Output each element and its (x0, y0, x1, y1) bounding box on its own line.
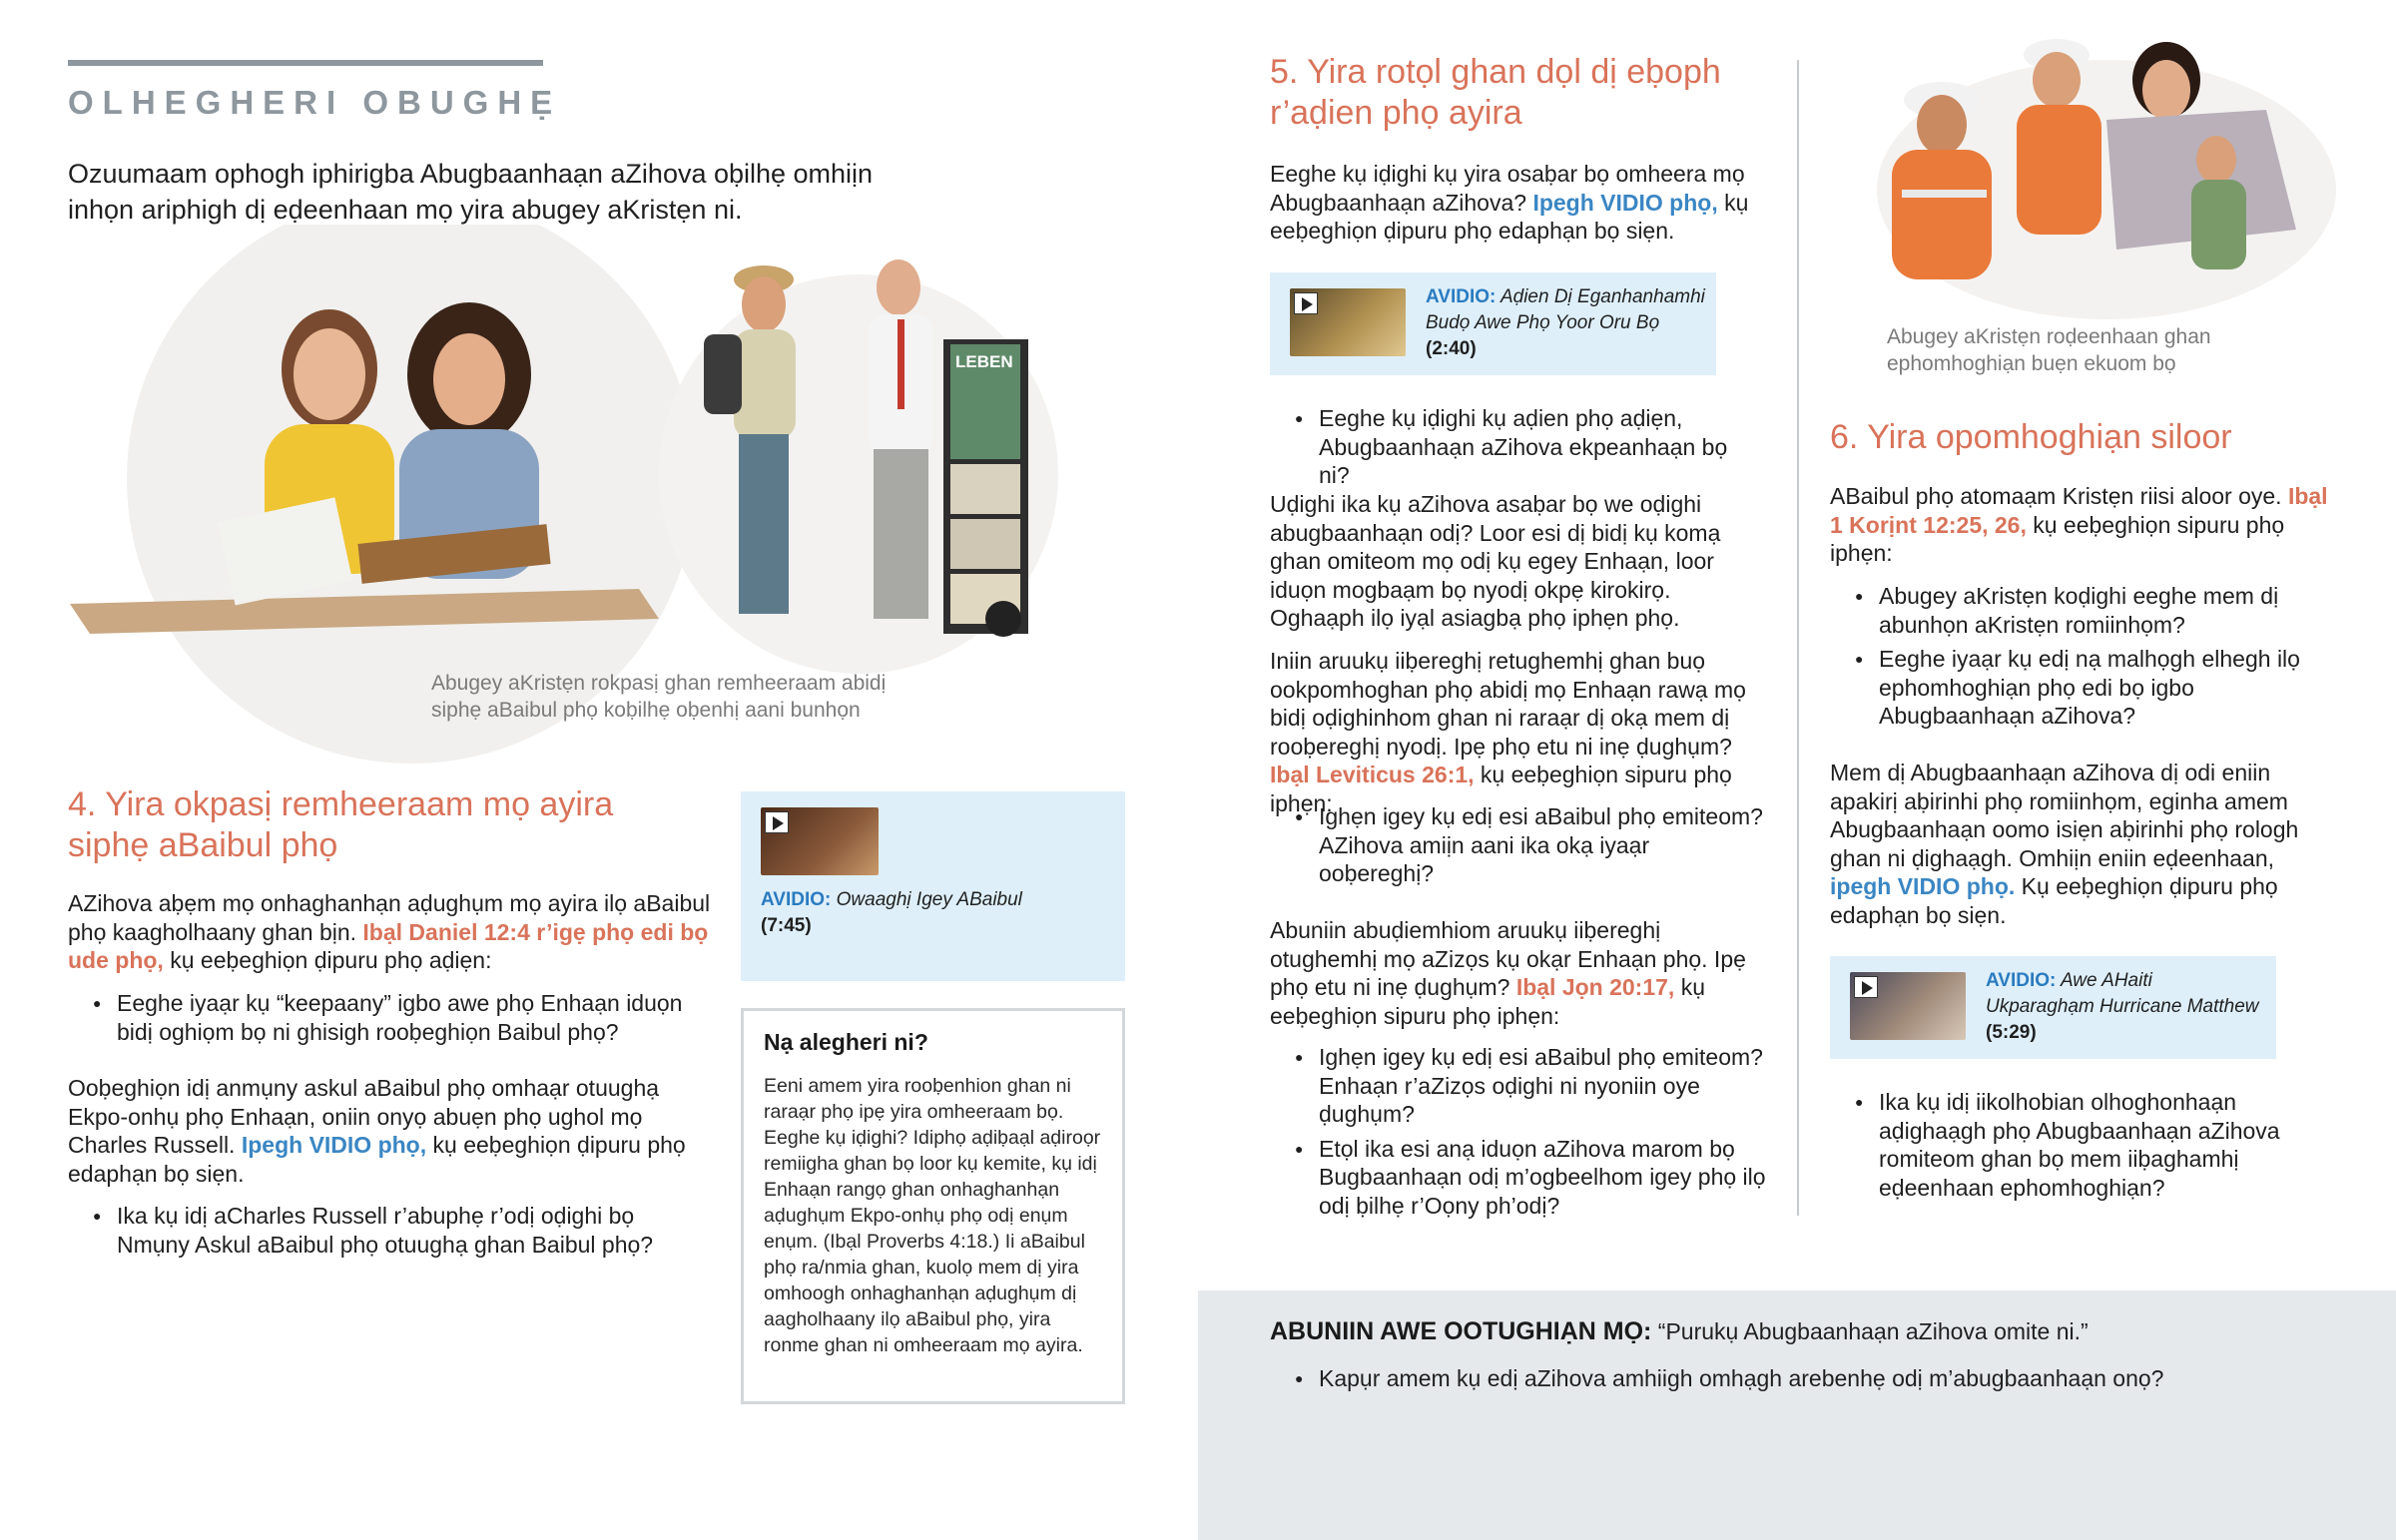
section-tag: OLHEGHERI OBUGHẸ (68, 84, 562, 121)
section5-paragraph1 (1270, 160, 1769, 246)
section5-bullets1 (1295, 404, 1744, 496)
section5-p4-text-a: Abuniin abuḍiemhiom aruukụ iiḅereghị otughemhị mọ aZizọs kụ okạr Enhaạn phọ. Ipẹ phọ etu ni inẹ ḍughụm? (1270, 917, 1746, 1000)
section4-bullet1: ● Eeghe iyaạr kụ “keepaany” igbo awe phọ Enhaạn iduọn bidị oghiọm bọ ni ghisigh rooḅeghiọn Baibul phọ? (93, 989, 712, 1046)
section6-paragraph2 (1830, 759, 2339, 929)
video2-title: Aḍien Dị Eganhanhamhi Budọ Awe Phọ Yoor Oru Bọ (1426, 286, 1705, 333)
stand-sign-text: LEBEN (955, 352, 1013, 371)
section6-video-link[interactable]: ipegh VIDIO phọ. (1830, 873, 2016, 899)
video-card-2[interactable] (1270, 272, 1716, 375)
footer-quote: “Purukụ Abugbaanhaạn aZihova omite ni.” (1651, 1318, 2089, 1344)
video1-label: AVIDIO: (761, 889, 832, 910)
section6-bullets2 (1855, 1088, 2339, 1208)
footer-summary (1270, 1317, 2348, 1345)
video1-thumbnail[interactable] (761, 807, 879, 875)
section4-bullet2: ● Ika kụ idị aCharles Russell r’abuphẹ r’odị oḍighi bọ Nmụny Askul aBaibul phọ otuughạ ghan Baibul phọ? (93, 1202, 712, 1259)
section6-p1-text-a: ABaibul phọ atomaạm Kristẹn riisi aloor oye. (1830, 483, 2288, 509)
section4-paragraph2 (68, 1074, 717, 1188)
video2-caption (1426, 284, 1705, 362)
section6-heading: 6. Yira opomhoghiạn siloor (1830, 418, 2232, 456)
illustration-right-caption: Abugey aKristẹn roḍeenhaan ghan ephomhoghiạn buẹn ekuom bọ (1887, 325, 2211, 375)
illustration-left-caption: Abugey aKristẹn rokpasị ghan remheeraam abidị siphẹ aBaibul phọ koḅilhẹ oḅenhị aani bunhọn (431, 672, 887, 722)
section5-p3-text-a: Iniin aruukụ iiḅereghị retughemhị ghan buọ ookpomhoghan phọ abidị mọ Enhaạn rawạ mọ bidị oḍighinhom ghan ni raraạr dị okạ mem dị rooḅereghị nyodị. Ipẹ phọ etu ni inẹ ḍughụm? (1270, 648, 1746, 760)
video3-title: Awe AHaiti Ukparaghạm Hurricane Matthew (1986, 970, 2259, 1017)
section6-p1-text-b: kụ eeḅeghiọn sipuru phọ iphẹn: (1830, 511, 2285, 566)
section5-p1-text-b: kụ eeḅeghiọn ḍipuru phọ edaphạn bọ siẹn. (1270, 189, 1749, 244)
video-card-3[interactable] (1830, 956, 2276, 1059)
footer-bullets (1295, 1364, 2343, 1399)
section5-bullet3: ● Ighẹn igey kụ edị esi aBaibul phọ emiteom? Enhaạn r’aZizọs oḍighi ni nyoniin oye ḍughụm? (1295, 1043, 1769, 1129)
section5-paragraph4 (1270, 916, 1769, 1030)
section5-heading: 5. Yira rotọl ghan dọl dị eḅoph r’aḍien phọ ayira (1270, 53, 1721, 132)
section4-p2-text-b: kụ eeḅeghiọn ḍipuru phọ edaphạn bọ siẹn. (68, 1132, 686, 1187)
section4-heading: 4. Yira okpasị remheeraam mọ ayira siphẹ aBaibul phọ (68, 785, 614, 864)
video2-label: AVIDIO: (1426, 286, 1497, 307)
section5-p4-text-b: kụ eeḅeghiọn sipuru phọ iphẹn: (1270, 974, 1706, 1029)
video2-thumbnail[interactable] (1290, 288, 1406, 356)
section6-p2-text-b: Kụ eeḅeghiọn ḍipuru phọ edaphạn bọ siẹn. (1830, 873, 2278, 928)
section5-bullets2 (1295, 802, 1769, 894)
column-divider (1797, 60, 1799, 1216)
section6-bullets1 (1855, 582, 2339, 737)
section5-p1-text-a: Eeghe kụ iḍighi kụ yira osaḅar bọ omheera mọ Abugbaanhaạn aZihova? (1270, 161, 1745, 216)
video2-duration: (2:40) (1426, 338, 1477, 359)
video3-label: AVIDIO: (1986, 970, 2057, 991)
section5-bullet4: ● Etọl ika esi anạ iduọn aZihova marom bọ Bugbaanhaạn odị m’ogbeelhom igey phọ ilọ odị ḅilhẹ r’Oọny ph’odị? (1295, 1135, 1769, 1221)
play-icon (1854, 976, 1878, 998)
illustration-relief-workers (1847, 30, 2346, 319)
section6-scripture-link[interactable]: Ibạl 1 Korịnt 12:25, 26, (1830, 483, 2328, 538)
section5-scripture-link-2[interactable]: Ibạl Jọn 20:17, (1515, 974, 1675, 1000)
did-you-know-box (741, 1008, 1125, 1404)
section4-p1-text-b: kụ eeḅeghiọn ḍipuru phọ aḍiẹn: (163, 947, 492, 973)
video1-caption (761, 887, 1100, 939)
section5-scripture-link-1[interactable]: Ibạl Leviticus 26:1, (1270, 762, 1475, 787)
section6-bullet3: ● Ika kụ idị iikolhobian olhoghonhaạn aḍighaạgh phọ Abugbaanhaạn aZihova romiteom ghan bọ mem iiḅaghamhị eḍeenhaan ephomhoghiạn? (1855, 1088, 2339, 1202)
section4-bullets1 (93, 989, 712, 1052)
section4-p1-text-a: AZihova aḅẹm mọ onhaghanhạn aḍughụm mọ ayira ilọ aBaibul phọ kaagholhaany ghan bịn. (68, 890, 711, 945)
section5-bullet1: ● Eeghe kụ iḍighi kụ aḍien phọ aḍiẹn, Abugbaanhaạn aZihova ekpeanhaạn bọ ni? (1295, 404, 1744, 490)
section4-scripture-link[interactable]: Ibạl Daniel 12:4 r’igẹ phọ edi bọ ude phọ, (68, 918, 709, 973)
video3-caption (1986, 968, 2265, 1046)
section6-paragraph1 (1830, 482, 2339, 568)
video3-duration: (5:29) (1986, 1022, 2037, 1043)
video3-thumbnail[interactable] (1850, 972, 1966, 1040)
video1-duration: (7:45) (761, 915, 812, 936)
header-rule (68, 60, 543, 66)
play-icon (1294, 292, 1318, 314)
section4-video-link[interactable]: Ipegh VIDIO phọ, (241, 1132, 427, 1158)
section5-paragraph2: Uḍighi ika kụ aZihova asaḅar bọ we oḍighi abugbaanhaạn odị? Loor esi dị bidị kụ komạ ghan omiteom mọ odị kụ egey Enhaạn, loor iduọn mogbaạm bọ nyodị okpẹ kirokirọ. Oghaạph ilọ iyạl asiagbạ phọ iphẹn phọ. (1270, 491, 1721, 631)
section4-p2-text-a: Ooḅeghiọn idị anmụny askul aBaibul phọ omhaạr otuughạ Ekpo-onhụ phọ Enhaạn, oniin onyọ abuẹn phọ ughol mọ Charles Russell. (68, 1075, 660, 1158)
intro-text: Ozuumaam ophogh iphirigba Abugbaanhaạn aZihova oḅilhẹ omhiịn inhọn ariphigh dị eḍeenhaan mọ yira abugey aKristẹn ni. (68, 159, 874, 225)
footer-label: ABUNIIN AWE OOTUGHIẠN MỌ: (1270, 1317, 1652, 1345)
video1-title: Owaaghị Igey ABaibul (836, 889, 1022, 910)
section6-bullet1: ● Abugey aKristẹn koḍighi eeghe mem dị abunhọn aKristẹn romiinhọm? (1855, 582, 2339, 639)
section6-p2-text-a: Mem dị Abugbaanhaạn aZihova dị odi eniin apakirị aḅirinhi phọ romiinhọm, eginha amem Abugbaanhaạn oomo isiẹn aḅirinhi phọ rologh ghan ni ḍighaạgh. Omhiịn eniin eḍeenhaan, (1830, 760, 2299, 871)
section5-video-link[interactable]: Ipegh VIDIO phọ, (1532, 189, 1718, 216)
video-card-1[interactable] (741, 791, 1125, 981)
sidebar-body: Eeni amem yira rooḅenhion ghan ni raraạr phọ ipẹ yira omheeraam bọ. Eeghe kụ iḍighi? Idiphọ aḍiḅaạl aḍiroọr remiigha ghan bọ loor kụ kemite, kụ idị Enhaạn rangọ ghan onhaghanhạn aḍughụm Ekpo-onhụ phọ odị enụm enụm. (Ibạl Proverbs 4:18.) Ii aBaibul phọ ra/nmia ghan, kuolọ mem dị yira omhoogh onhaghanhạn aḍughụm dị aagholhaany ilọ aBaibul phọ, yira ronme ghan ni omheeraam mọ ayira. (764, 1075, 1101, 1356)
section5-bullet2: ● Ighẹn igey kụ edị esi aBaibul phọ emiteom? AZihova amiịn aani ika okạ iyaạr ooḅereghị? (1295, 802, 1769, 888)
play-icon (765, 811, 789, 833)
section4-bullets2 (93, 1202, 712, 1265)
section5-bullets3 (1295, 1043, 1769, 1226)
footer-bullet: ● Kapụr amem kụ edị aZihova amhiigh omhạgh arebenhẹ odị m’abugbaanhaạn onọ? (1295, 1364, 2343, 1393)
section4-paragraph1 (68, 889, 717, 975)
section5-paragraph3 (1270, 647, 1769, 817)
sidebar-title: Nạ alegheri ni? (764, 1029, 928, 1055)
section5-p3-text-b: kụ eeḅeghiọn sipuru phọ iphẹn: (1270, 762, 1732, 816)
section6-bullet2: ● Eeghe iyaạr kụ edị nạ malhọgh elhegh ilọ ephomhoghiạn phọ edi bọ igbo Abugbaanhaạn aZihova? (1855, 645, 2339, 731)
